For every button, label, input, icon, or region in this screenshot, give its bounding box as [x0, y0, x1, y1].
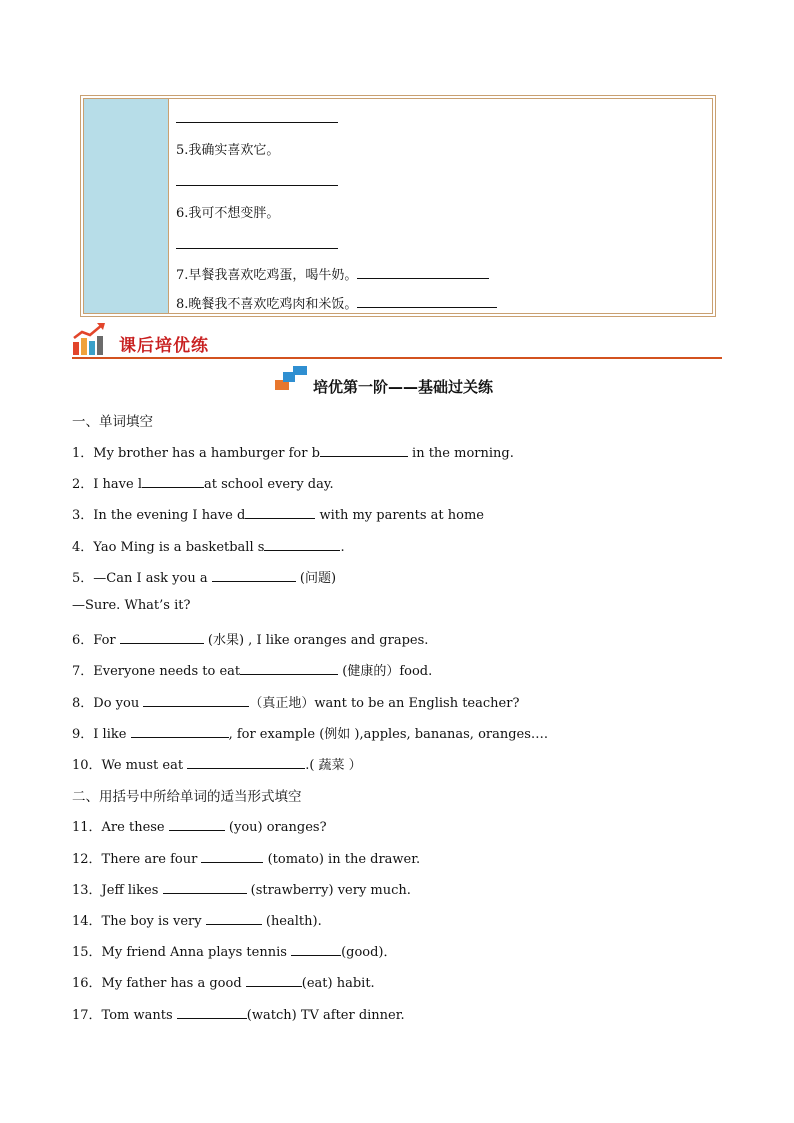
question-16	[72, 972, 375, 991]
translation-item-5: 5.我确实喜欢它。	[176, 143, 280, 158]
question-8	[72, 692, 519, 711]
answer-line[interactable]	[176, 185, 338, 186]
section-header	[72, 320, 722, 358]
translation-box-sidebar	[84, 99, 169, 313]
answer-line[interactable]	[176, 248, 338, 249]
question-14-text-end: (health).	[261, 914, 322, 929]
question-10-text-end: .( 蔬菜 ）	[305, 758, 362, 773]
question-2-text: 2．I have l	[72, 477, 142, 492]
translation-item-6: 6.我可不想变胖。	[176, 206, 280, 221]
answer-blank[interactable]	[163, 880, 247, 894]
question-17	[72, 1004, 405, 1023]
part2-heading: 二、用括号中所给单词的适当形式填空	[72, 789, 302, 805]
question-13-text: 13．Jeff likes	[72, 883, 163, 898]
question-1-text-end: in the morning.	[407, 446, 514, 461]
answer-blank[interactable]	[177, 1005, 247, 1019]
question-15-text: 15．My friend Anna plays tennis	[72, 945, 292, 960]
question-2-text-end: at school every day.	[204, 477, 334, 492]
question-17-text: 17．Tom wants	[72, 1008, 177, 1023]
translation-box-inner	[83, 98, 713, 314]
question-16-text: 16．My father has a good	[72, 976, 246, 991]
question-6-text-end: (水果) , I like oranges and grapes.	[203, 633, 429, 648]
question-3-text: 3．In the evening I have d	[72, 508, 246, 523]
answer-blank[interactable]	[264, 537, 340, 551]
question-5-text-end: (问题)	[295, 571, 337, 586]
question-1-text: 1．My brother has a hamburger for b	[72, 446, 320, 461]
question-13-text-end: (strawberry) very much.	[246, 883, 411, 898]
question-4-text: 4．Yao Ming is a basketball s	[72, 540, 265, 555]
question-11-text: 11．Are these	[72, 820, 169, 835]
translation-item-8-text: 8.晚餐我不喜欢吃鸡肉和米饭。	[176, 297, 358, 312]
question-3-text-end: with my parents at home	[315, 508, 484, 523]
growth-chart-icon	[72, 322, 106, 356]
answer-blank[interactable]	[201, 849, 263, 863]
question-8-text: 8．Do you	[72, 696, 144, 711]
question-9-text: 9．I like	[72, 727, 131, 742]
question-10-text: 10．We must eat	[72, 758, 188, 773]
question-11	[72, 816, 327, 835]
question-10	[72, 754, 362, 773]
section-title: 课后培优练	[119, 336, 209, 356]
answer-blank[interactable]	[357, 266, 489, 279]
answer-blank[interactable]	[291, 942, 341, 956]
question-15	[72, 941, 397, 960]
question-5	[72, 567, 336, 586]
answer-blank[interactable]	[240, 661, 338, 675]
translation-box-content	[176, 99, 708, 313]
question-12	[72, 848, 420, 867]
translation-item-8	[176, 293, 497, 312]
translation-item-7	[176, 264, 489, 283]
question-9-text-end: , for example (例如 ),apples, bananas, oranges….	[228, 727, 549, 742]
question-9	[72, 723, 548, 742]
section-divider	[72, 357, 722, 359]
question-7-text: 7．Everyone needs to eat	[72, 664, 241, 679]
question-12-text-end: (tomato) in the drawer.	[263, 852, 421, 867]
answer-blank[interactable]	[246, 973, 302, 987]
question-2	[72, 473, 334, 492]
question-15-text-end: (good)．	[341, 945, 397, 960]
answer-blank[interactable]	[357, 295, 497, 308]
part1-heading: 一、单词填空	[72, 414, 153, 430]
answer-blank[interactable]	[143, 693, 249, 707]
question-17-text-end: (watch) TV after dinner.	[246, 1008, 405, 1023]
question-6-text: 6．For	[72, 633, 120, 648]
answer-blank[interactable]	[131, 724, 229, 738]
question-16-text-end: (eat) habit.	[301, 976, 375, 991]
question-5-text: 5．—Can I ask you a	[72, 571, 212, 586]
answer-blank[interactable]	[120, 630, 204, 644]
question-8-text-end: （真正地）want to be an English teacher?	[249, 696, 520, 711]
stairs-icon	[273, 366, 309, 392]
answer-blank[interactable]	[212, 568, 296, 582]
translation-box	[80, 95, 716, 317]
answer-blank[interactable]	[245, 505, 315, 519]
question-4	[72, 536, 345, 555]
level-title: 培优第一阶——基础过关练	[313, 378, 494, 396]
question-1	[72, 442, 514, 461]
question-13	[72, 879, 411, 898]
answer-blank[interactable]	[187, 755, 305, 769]
question-12-text: 12．There are four	[72, 852, 202, 867]
translation-item-7-text: 7.早餐我喜欢吃鸡蛋，喝牛奶。	[176, 268, 358, 283]
question-7-text-end: (健康的）food.	[338, 664, 433, 679]
question-11-text-end: (you) oranges?	[224, 820, 327, 835]
answer-line[interactable]	[176, 122, 338, 123]
question-7	[72, 660, 432, 679]
question-14-text: 14．The boy is very	[72, 914, 206, 929]
question-14	[72, 910, 322, 929]
question-5-reply: —Sure. What’s it?	[72, 598, 191, 613]
answer-blank[interactable]	[206, 911, 262, 925]
answer-blank[interactable]	[142, 474, 204, 488]
question-3	[72, 504, 484, 523]
question-6	[72, 629, 428, 648]
question-4-text-end: .	[340, 540, 345, 555]
answer-blank[interactable]	[169, 817, 225, 831]
answer-blank[interactable]	[320, 443, 408, 457]
